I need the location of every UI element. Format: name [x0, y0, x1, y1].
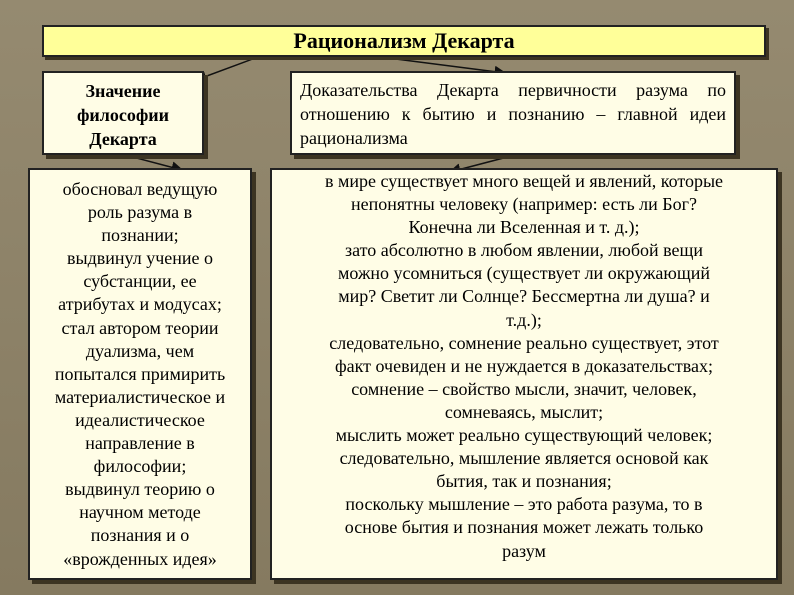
- left-body-box: обосновал ведущую роль разума в познании; выдвинул учение о субстанции, ее атрибутах и модусах; стал автором теории дуализма, чем попытался примирить материалистическое и идеалистическое направление в философии; выдвинул теорию о научном методе познания и о «врожденных идея»: [28, 168, 252, 580]
- title-box: [42, 25, 766, 57]
- right-body-box: в мире существует много вещей и явлений, которые непонятны человеку (например: есть ли Бог? Конечна ли Вселенная и т. д.); зато абсолютно в любом явлении, любой вещи можно усомниться (существует ли окружающий мир? Светит ли Солнце? Бессмертна ли душа? и т.д.); следовательно, сомнение реально существует, этот факт очевиден и не нуждается в доказательствах; сомнение – свойство мысли, значит, человек, сомневаясь, мыслит; мыслить может реально существующий человек; следовательно, мышление является основой как бытия, так и познания; поскольку мышление – это работа разума, то в основе бытия и познания может лежать только разум: [270, 168, 778, 580]
- page-title: Рационализм Декарта: [293, 28, 515, 53]
- left-header-box: Значение философии Декарта: [42, 71, 204, 155]
- right-header-box: Доказательства Декарта первичности разума по отношению к бытию и познанию – главной идеи рационализма: [290, 71, 736, 155]
- arrow-title-to-left: [196, 57, 258, 80]
